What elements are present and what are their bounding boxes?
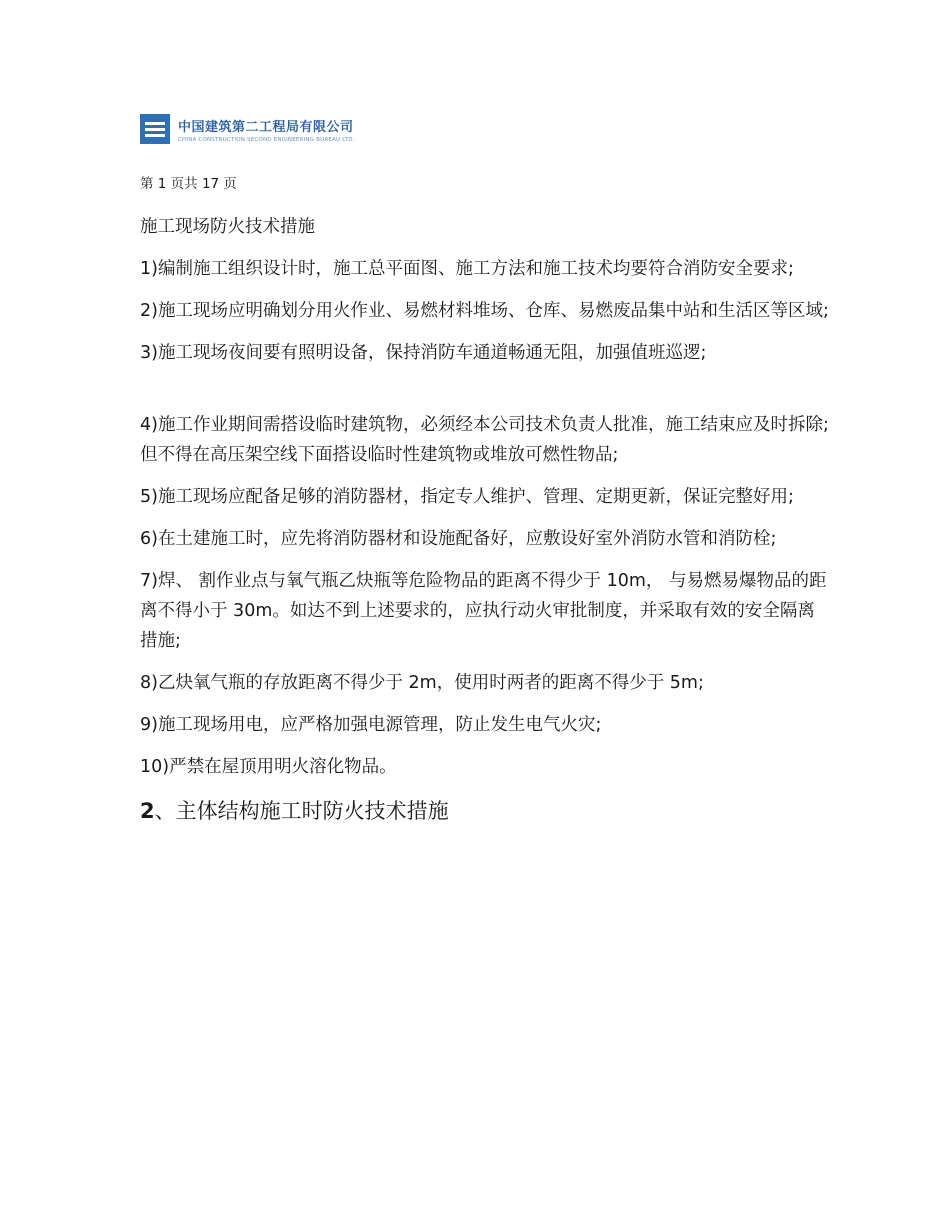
document-title: 施工现场防火技术措施: [140, 217, 315, 237]
logo-company-name: 中国建筑第二工程局有限公司: [178, 119, 354, 135]
logo-text: [178, 116, 355, 143]
company-logo: [140, 112, 380, 146]
list-item: 3)施工现场夜间要有照明设备，保持消防车通道畅通无阻，加强值班巡逻;: [140, 343, 707, 363]
list-item: 6)在土建施工时，应先将消防器材和设施配备好，应敷设好室外消防水管和消防栓;: [140, 529, 777, 549]
list-item: 5)施工现场应配备足够的消防器材，指定专人维护、管理、定期更新，保证完整好用;: [140, 487, 794, 507]
list-item: 1)编制施工组织设计时，施工总平面图、施工方法和施工技术均要符合消防安全要求;: [140, 259, 794, 279]
list-item: 10)严禁在屋顶用明火溶化物品。: [140, 757, 397, 777]
logo-company-name-en: CHINA CONSTRUCTION SECOND ENGINEERING BUREAU LTD.: [178, 136, 355, 143]
list-item: 7)焊、 割作业点与氧气瓶乙炔瓶等危险物品的距离不得少于 10m， 与易燃易爆物品的距离不得小于 30m。如达不到上述要求的，应执行动火审批制度，并采取有效的安全隔离措施;: [140, 571, 827, 651]
list-item: 9)施工现场用电，应严格加强电源管理，防止发生电气火灾;: [140, 715, 602, 735]
page-indicator: 第 1 页共 17 页: [140, 176, 237, 192]
document-body: [140, 212, 830, 828]
logo-mark-icon: [140, 114, 170, 144]
section-heading: [140, 794, 830, 828]
list-item: 4)施工作业期间需搭设临时建筑物，必须经本公司技术负责人批准，施工结束应及时拆除;但不得在高压架空线下面搭设临时性建筑物或堆放可燃性物品;: [140, 415, 829, 465]
list-item: 8)乙炔氧气瓶的存放距离不得少于 2m，使用时两者的距离不得少于 5m;: [140, 673, 704, 693]
list-item: 2)施工现场应明确划分用火作业、易燃材料堆场、仓库、易燃废品集中站和生活区等区域;: [140, 301, 829, 321]
section-title: 、主体结构施工时防火技术措施: [154, 799, 449, 823]
section-number: 2: [140, 799, 155, 823]
